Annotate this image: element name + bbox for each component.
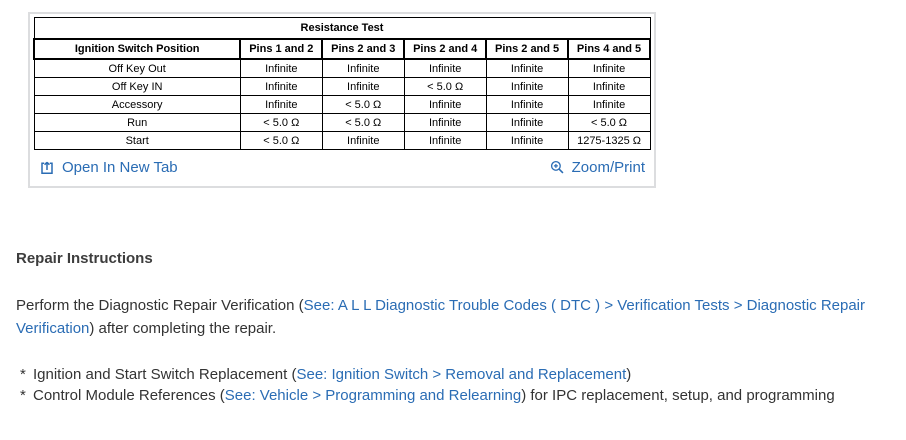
widget-footer	[33, 150, 651, 186]
cell-value: Infinite	[404, 59, 486, 78]
list-item	[20, 385, 890, 406]
bullet-marker: *	[20, 387, 26, 404]
resistance-test-table	[33, 17, 651, 150]
zoom-in-magnifier-icon	[550, 160, 565, 175]
table-row	[34, 96, 650, 114]
column-header-position: Ignition Switch Position	[34, 39, 240, 59]
table-title: Resistance Test	[34, 18, 650, 40]
verification-paragraph	[16, 294, 890, 340]
cell-value: < 5.0 Ω	[240, 114, 322, 132]
cell-value: Infinite	[486, 78, 568, 96]
cell-value: Infinite	[568, 59, 650, 78]
cell-value: Infinite	[486, 59, 568, 78]
resistance-test-widget	[28, 12, 656, 188]
cell-value: Infinite	[568, 96, 650, 114]
row-label: Start	[34, 132, 240, 150]
cell-value: Infinite	[404, 96, 486, 114]
bullet-text: )	[626, 366, 632, 383]
cell-value: Infinite	[486, 132, 568, 150]
cell-value: Infinite	[322, 59, 404, 78]
table-caption-row	[34, 18, 650, 40]
zoom-print-link[interactable]	[550, 159, 645, 176]
section-heading: Repair Instructions	[16, 250, 153, 267]
paragraph-text: Perform the Diagnostic Repair Verification (	[16, 297, 304, 314]
ignition-switch-replacement-link[interactable]: See: Ignition Switch > Removal and Replacement	[296, 366, 627, 383]
table-row	[34, 59, 650, 78]
column-header-pins-2-3: Pins 2 and 3	[322, 39, 404, 59]
cell-value: Infinite	[240, 78, 322, 96]
row-label: Off Key IN	[34, 78, 240, 96]
open-in-new-tab-label: Open In New Tab	[62, 159, 178, 176]
cell-value: Infinite	[404, 114, 486, 132]
column-header-pins-1-2: Pins 1 and 2	[240, 39, 322, 59]
table-header-row	[34, 39, 650, 59]
cell-value: Infinite	[240, 96, 322, 114]
diagnostic-verification-link[interactable]: See: A L L Diagnostic Trouble Codes ( DTC ) > Verification Tests > Diagnostic Repair Verification	[16, 297, 866, 337]
cell-value: Infinite	[322, 78, 404, 96]
bullet-text: ) for IPC replacement, setup, and programming	[521, 387, 835, 404]
programming-relearning-link[interactable]: See: Vehicle > Programming and Relearning	[224, 387, 522, 404]
list-item	[20, 364, 890, 385]
table-row	[34, 114, 650, 132]
column-header-pins-4-5: Pins 4 and 5	[568, 39, 650, 59]
cell-value: Infinite	[486, 114, 568, 132]
column-header-pins-2-4: Pins 2 and 4	[404, 39, 486, 59]
table-row	[34, 78, 650, 96]
cell-value: < 5.0 Ω	[322, 114, 404, 132]
column-header-pins-2-5: Pins 2 and 5	[486, 39, 568, 59]
repair-bullet-list	[16, 364, 890, 406]
cell-value: Infinite	[322, 132, 404, 150]
bullet-text: Ignition and Start Switch Replacement (	[33, 366, 297, 383]
open-in-new-tab-icon	[39, 160, 55, 176]
paragraph-text: ) after completing the repair.	[89, 320, 277, 337]
row-label: Accessory	[34, 96, 240, 114]
cell-value: Infinite	[568, 78, 650, 96]
cell-value: < 5.0 Ω	[404, 78, 486, 96]
row-label: Off Key Out	[34, 59, 240, 78]
cell-value: 1275-1325 Ω	[568, 132, 650, 150]
cell-value: < 5.0 Ω	[322, 96, 404, 114]
cell-value: Infinite	[486, 96, 568, 114]
cell-value: < 5.0 Ω	[240, 132, 322, 150]
open-in-new-tab-link[interactable]	[39, 159, 178, 176]
bullet-marker: *	[20, 366, 26, 383]
row-label: Run	[34, 114, 240, 132]
zoom-print-label: Zoom/Print	[571, 159, 645, 176]
repair-instructions-section	[0, 250, 906, 406]
cell-value: Infinite	[404, 132, 486, 150]
cell-value: < 5.0 Ω	[568, 114, 650, 132]
table-row	[34, 132, 650, 150]
bullet-text: Control Module References (	[33, 387, 225, 404]
cell-value: Infinite	[240, 59, 322, 78]
